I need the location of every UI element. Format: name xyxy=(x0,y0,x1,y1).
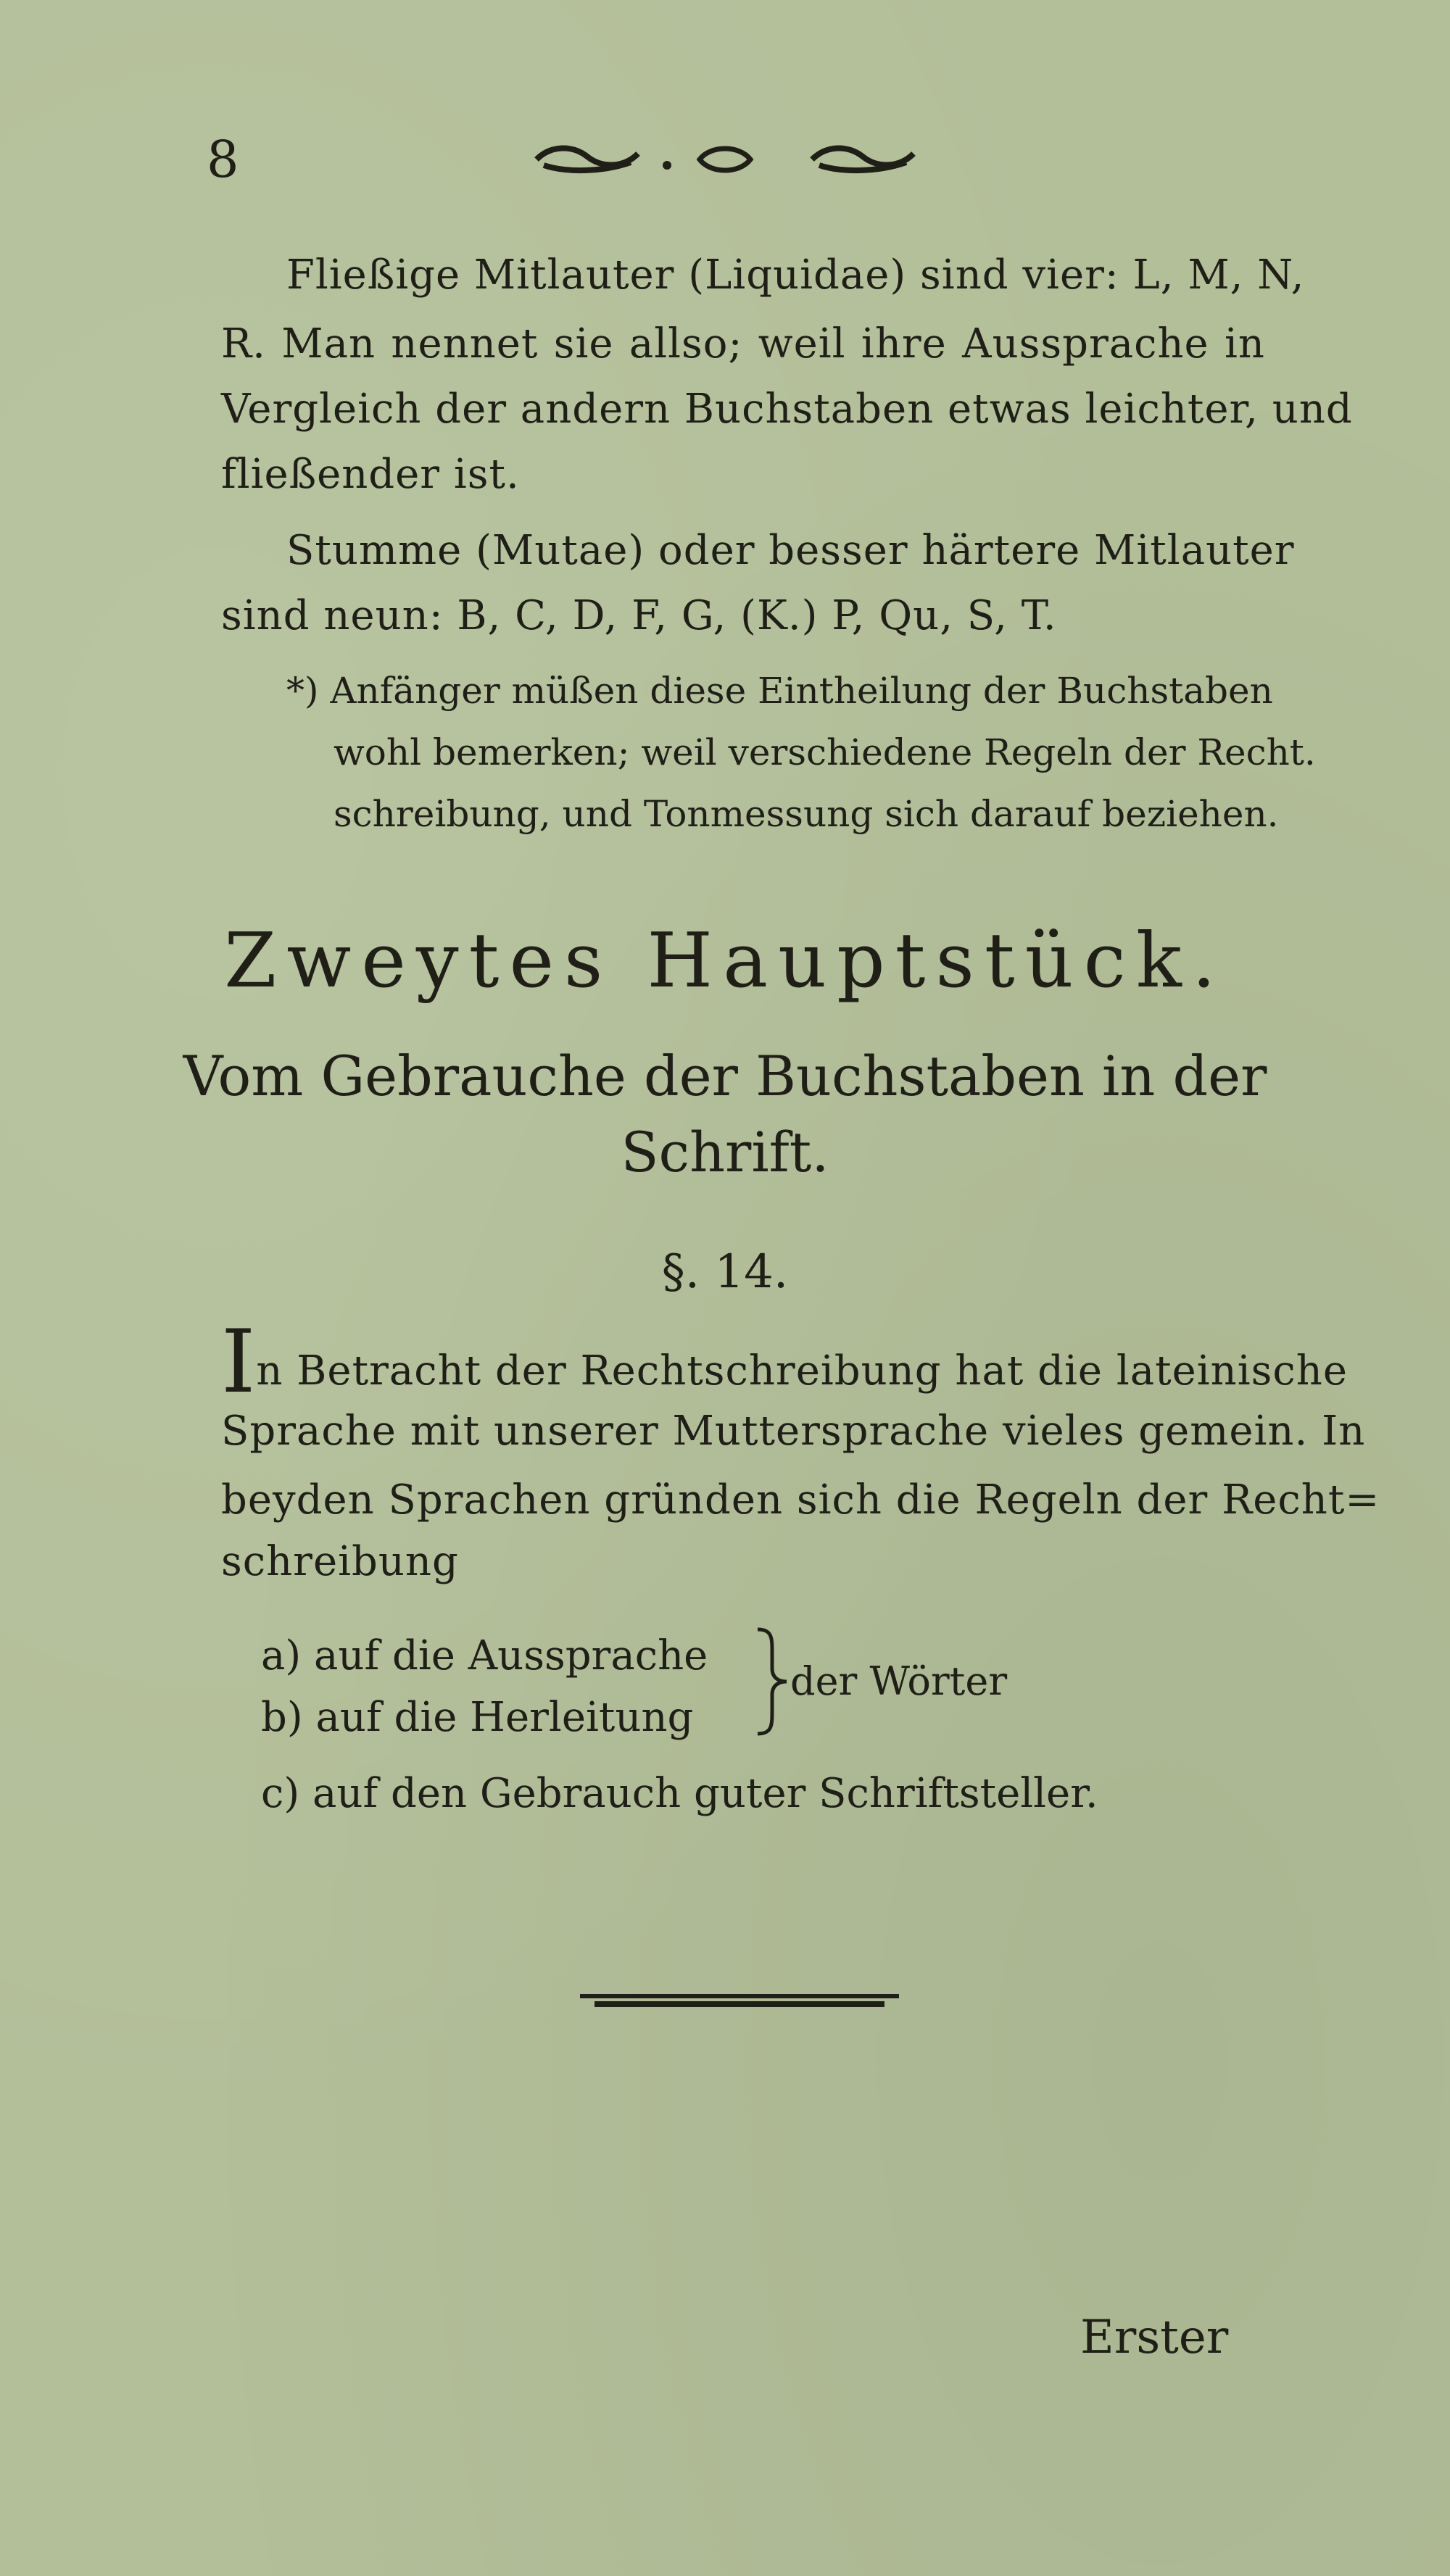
page-number: 8 xyxy=(207,130,239,189)
brace-icon xyxy=(750,1624,794,1740)
text-line: sind neun: B, C, D, F, G, (K.) P, Qu, S, T. xyxy=(221,592,1057,639)
section-number: §. 14. xyxy=(661,1245,789,1299)
text-line: beyden Sprachen gründen sich die Regeln der Recht= xyxy=(221,1476,1380,1524)
text-line: schreibung xyxy=(221,1538,459,1585)
chapter-title: Zweytes Hauptstück. xyxy=(224,916,1226,1005)
text-line: Vergleich der andern Buchstaben etwas leichter, und xyxy=(221,386,1353,433)
list-item: c) auf den Gebrauch guter Schriftsteller. xyxy=(261,1770,1098,1817)
drop-cap: I xyxy=(221,1312,257,1413)
text-line: Fließige Mitlauter (Liquidae) sind vier: L, M, N, xyxy=(286,252,1305,299)
text-line-rest: n Betracht der Rechtschreibung hat die lateinische xyxy=(256,1347,1348,1395)
divider-rule xyxy=(580,1990,899,2011)
text-line: Sprache mit unserer Muttersprache vieles gemein. In xyxy=(221,1408,1366,1455)
text-line: R. Man nennet sie allso; weil ihre Aussprache in xyxy=(221,320,1265,367)
catchword: Erster xyxy=(1080,2311,1229,2364)
text-line: Stumme (Mutae) oder besser härtere Mitlauter xyxy=(286,527,1295,574)
chapter-subtitle: Vom Gebrauche der Buchstaben in der xyxy=(183,1044,1267,1108)
footnote-line: schreibung, und Tonmessung sich darauf beziehen. xyxy=(334,793,1279,835)
footnote-line: wohl bemerken; weil verschiedene Regeln der Recht. xyxy=(334,731,1316,773)
list-item: b) auf die Herleitung xyxy=(261,1694,694,1741)
chapter-subtitle: Schrift. xyxy=(621,1120,829,1184)
page-header xyxy=(0,130,1450,188)
footnote-line: *) Anfänger müßen diese Eintheilung der Buchstaben xyxy=(286,670,1273,712)
brace-label: der Wörter xyxy=(790,1658,1008,1704)
ornament-icon xyxy=(522,136,928,180)
text-line: fließender ist. xyxy=(221,451,520,498)
text-line xyxy=(221,1312,1348,1413)
list-item: a) auf die Aussprache xyxy=(261,1632,708,1679)
